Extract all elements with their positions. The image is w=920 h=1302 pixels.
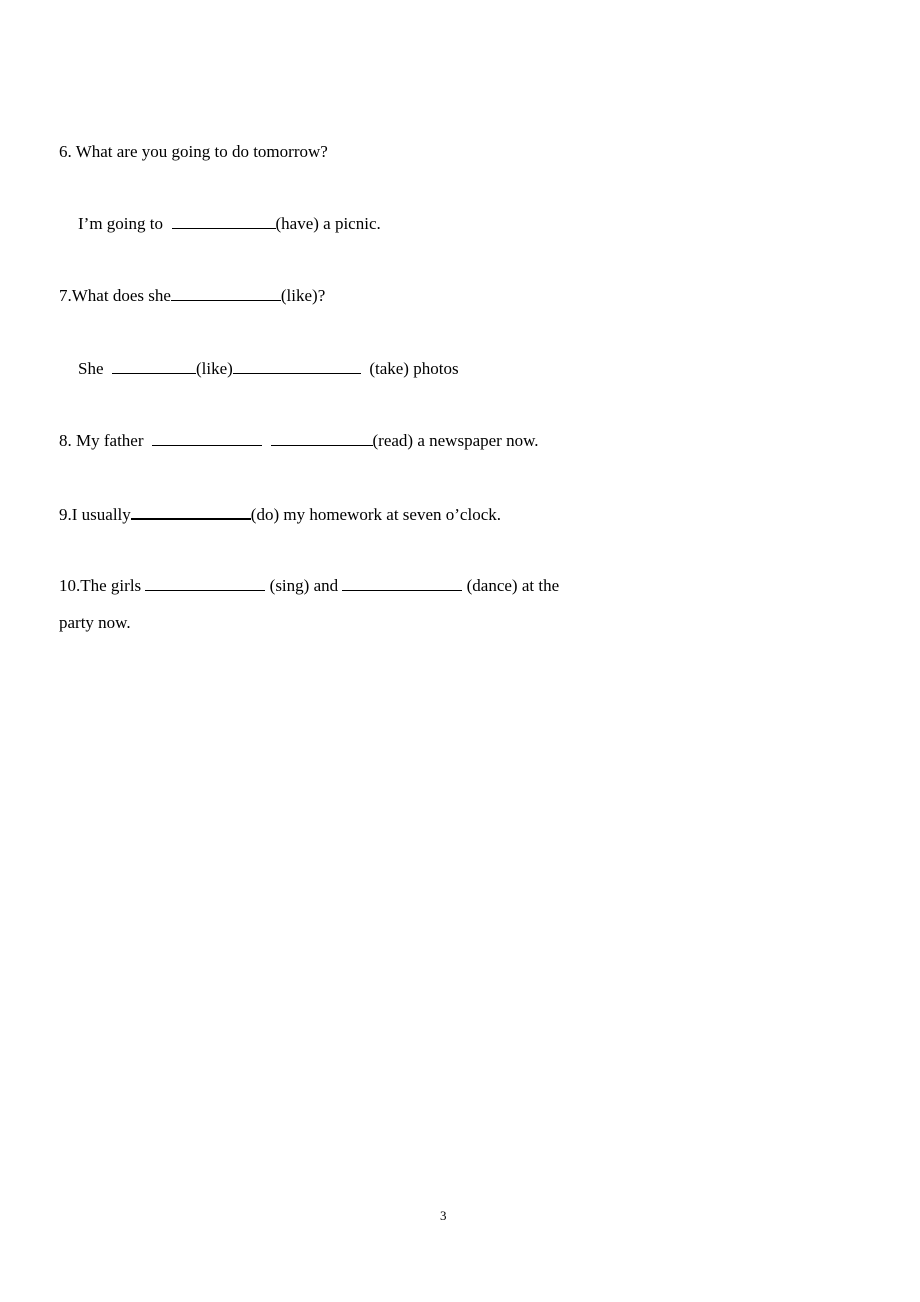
- answer-blank[interactable]: [342, 575, 462, 591]
- question-6-prompt: 6. What are you going to do tomorrow?: [59, 142, 328, 161]
- answer-blank[interactable]: [152, 430, 262, 446]
- answer-blank[interactable]: [172, 213, 276, 229]
- question-9: 9.I usually (do) my homework at seven o’clock.: [59, 505, 501, 524]
- question-7-prompt: 7.What does she (like)?: [59, 286, 326, 305]
- answer-blank[interactable]: [171, 285, 281, 301]
- answer-blank[interactable]: [233, 358, 361, 374]
- answer-blank[interactable]: [131, 503, 251, 520]
- answer-blank[interactable]: [112, 358, 196, 374]
- question-6-answer: I’m going to (have) a picnic.: [78, 214, 381, 233]
- answer-blank[interactable]: [271, 430, 373, 446]
- answer-blank[interactable]: [145, 575, 265, 591]
- question-8: 8. My father (read) a newspaper now.: [59, 431, 539, 450]
- question-10-continuation: party now.: [59, 613, 131, 632]
- question-7-answer: She (like) (take) photos: [78, 359, 459, 378]
- question-10: 10.The girls (sing) and (dance) at the: [59, 576, 560, 595]
- page-number: 3: [440, 1208, 447, 1223]
